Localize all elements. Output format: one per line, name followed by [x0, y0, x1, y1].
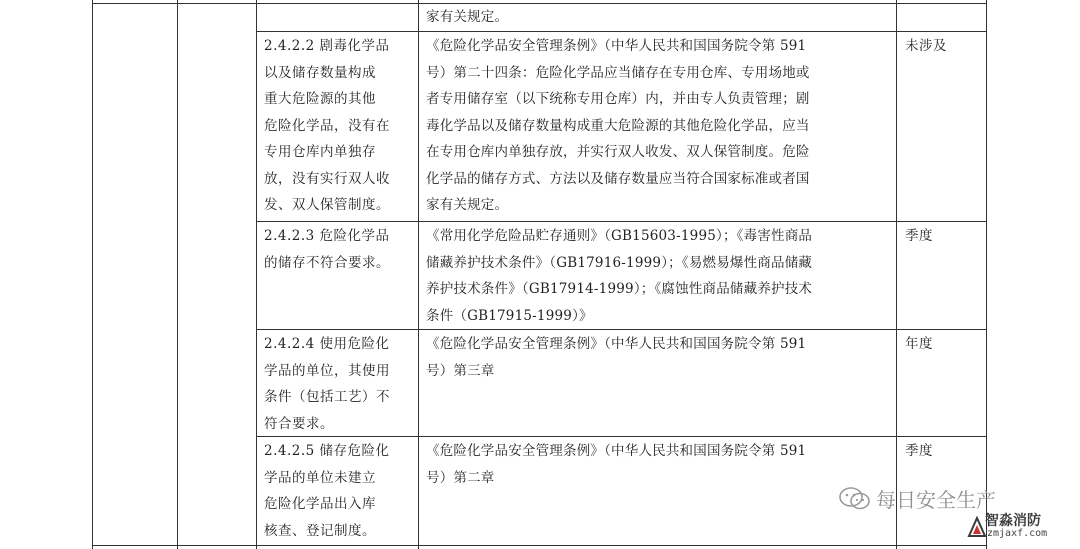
basis-line: 《危险化学品安全管理条例》（中华人民共和国国务院令第 591	[426, 38, 807, 54]
item-line: 学品的单位未建立	[264, 469, 376, 486]
logo	[967, 510, 1048, 544]
row-2-frequency: 季度	[905, 228, 933, 244]
item-line: 核查、登记制度。	[264, 522, 376, 539]
col-divider-4	[896, 0, 897, 549]
item-line: 学品的单位，其使用	[264, 362, 390, 379]
item-line: 发、双人保管制度。	[264, 197, 390, 213]
item-line: 危险化学品，没有在	[264, 117, 390, 134]
item-line: 危险化学品出入库	[264, 496, 376, 512]
basis-line: 家有关规定。	[426, 9, 509, 25]
row-1-basis	[426, 33, 890, 219]
row-3-basis	[426, 331, 890, 384]
table-border-left	[92, 0, 93, 549]
item-line: 符合要求。	[264, 415, 334, 432]
basis-line: 者专用储存室（以下统称专用仓库）内，并由专人负责管理；剧	[426, 91, 810, 107]
row-4-frequency: 季度	[905, 443, 933, 459]
row-divider-3	[256, 329, 987, 330]
basis-line: 号）第二十四条：危险化学品应当储存在专用仓库、专用场地或	[426, 64, 810, 81]
row-2-basis	[426, 223, 890, 329]
basis-line: 养护技术条件》（GB17914-1999）；《腐蚀性商品储藏养护技术	[426, 281, 813, 297]
row-1-frequency: 未涉及	[905, 38, 947, 54]
item-line: 2.4.2.2 剧毒化学品	[264, 38, 390, 54]
item-line: 2.4.2.3 危险化学品	[264, 228, 390, 244]
table-border-bottom	[92, 545, 987, 546]
basis-line: 号）第三章	[426, 362, 495, 379]
row-3-item	[264, 331, 410, 437]
item-line: 放，没有实行双人收	[264, 170, 390, 187]
item-line: 条件（包括工艺）不	[264, 389, 390, 405]
basis-line: 在专用仓库内单独存放，并实行双人收发、双人保管制度。危险	[426, 144, 810, 160]
row-divider-1	[256, 31, 987, 32]
watermark-text: 每日安全生产	[876, 488, 996, 512]
row-divider-2	[256, 221, 987, 222]
row-4-item	[264, 438, 410, 544]
logo-url: zmjaxf.com	[987, 528, 1048, 539]
basis-line: 《危险化学品安全管理条例》（中华人民共和国国务院令第 591	[426, 443, 807, 459]
col-divider-2	[256, 0, 257, 549]
basis-line: 《危险化学品安全管理条例》（中华人民共和国国务院令第 591	[426, 336, 807, 352]
row-4-basis	[426, 438, 890, 491]
logo-name: 智淼消防	[985, 513, 1041, 529]
row-1-item	[264, 33, 410, 219]
row-3-frequency: 年度	[905, 336, 933, 352]
basis-line: 储藏养护技术条件》（GB17916-1999）；《易燃易爆性商品储藏	[426, 254, 813, 271]
triangle-logo-icon	[967, 516, 987, 538]
basis-line: 化学品的储存方式、方法以及储存数量应当符合国家标准或者国	[426, 170, 810, 187]
item-line: 专用仓库内单独存	[264, 144, 376, 160]
item-line: 以及储存数量构成	[264, 64, 376, 81]
col-divider-1	[177, 0, 178, 549]
col-divider-3	[418, 0, 419, 549]
item-line: 2.4.2.4 使用危险化	[264, 336, 390, 352]
basis-line: 《常用化学危险品贮存通则》（GB15603-1995）；《毒害性商品	[426, 228, 813, 244]
basis-line: 号）第二章	[426, 469, 495, 486]
basis-line: 条件（GB17915-1999）》	[426, 307, 593, 324]
wechat-icon	[838, 486, 872, 517]
basis-line: 家有关规定。	[426, 197, 509, 213]
basis-line: 毒化学品以及储存数量构成重大危险源的其他危险化学品，应当	[426, 117, 810, 134]
row-2-item	[264, 223, 410, 276]
table-border-right	[986, 0, 987, 549]
item-line: 重大危险源的其他	[264, 91, 376, 107]
item-line: 的储存不符合要求。	[264, 254, 390, 271]
item-line: 2.4.2.5 储存危险化	[264, 443, 390, 459]
row-0-basis	[426, 4, 890, 31]
